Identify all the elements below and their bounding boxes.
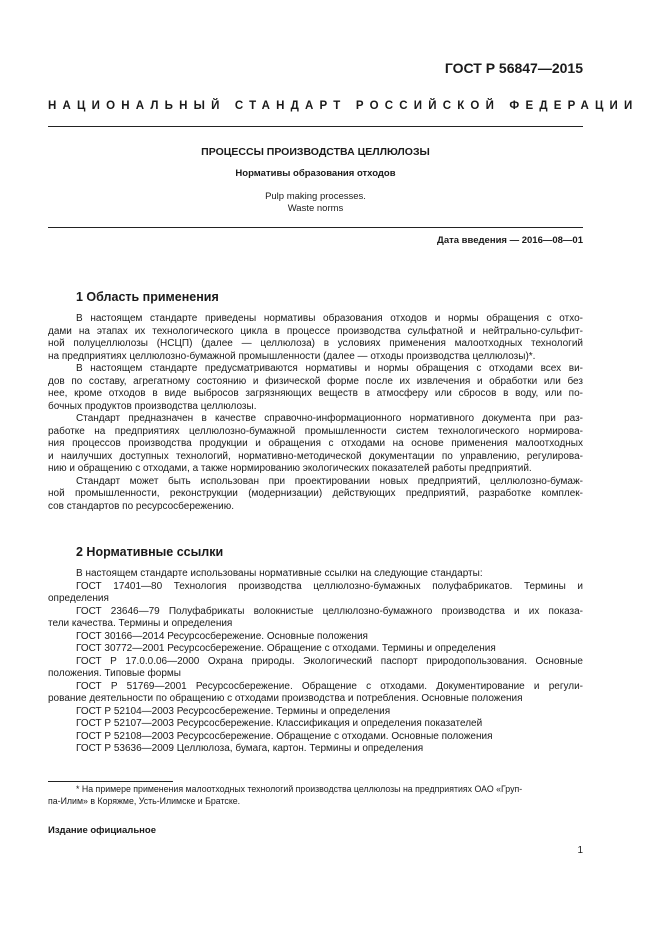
doc-number: ГОСТ Р 56847—2015 [444,60,583,76]
reference-line: ГОСТ 30772—2001 Ресурсосбережение. Обращение с отходами. Термины и определения [76,643,496,654]
reference-line: ГОСТ 17401—80 Технология производства целлюлозно-бумажных полуфабрикатов. Термины и [76,580,583,592]
body-line: бочных продуктов производства целлюлозы. [48,400,257,412]
body-line: Стандарт предназначен в качестве справочно-информационного нормативного документа при раз- [76,413,583,424]
reference-line: В настоящем стандарте использованы нормативные ссылки на следующие стандарты: [76,568,483,579]
reference-line: рование деятельности по обращению с отходами производства и потребления. Основные положения [48,693,523,704]
body-line: ния процессов производства продукции и обращения с отходами на основе применения малоотходных [48,438,583,449]
top-rule [48,126,583,127]
title-ru: ПРОЦЕССЫ ПРОИЗВОДСТВА ЦЕЛЛЮЛОЗЫ [201,146,430,158]
body-line: ной полуцеллюлозы (НСЦП) (далее — целлюлоза) в условиях применения малоотходных технологий [48,338,583,349]
date-introduction: Дата введения — 2016—08—01 [437,235,583,246]
reference-line: ГОСТ Р 51769—2001 Ресурсосбережение. Обращение с отходами. Документирование и регули- [76,680,583,692]
footnote [48,784,588,807]
section1-body [48,313,583,513]
body-line: дов по составу, агрегатному состоянию и физической форме после их извлечения и обработки или без [48,375,583,387]
body-line: дами на этапах их технологического цикла в процессе производства сульфатной и нейтрально-сульфит- [48,325,583,337]
reference-line: ГОСТ 23646—79 Полуфабрикаты волокнистые целлюлозно-бумажного производства и их показа- [76,605,583,617]
body-line: сов стандартов по ресурсосбережению. [48,500,235,512]
reference-line: ГОСТ Р 52104—2003 Ресурсосбережение. Термины и определения [76,705,391,717]
subtitle-ru: Нормативы образования отходов [235,168,396,179]
body-line: В настоящем стандарте предусматриваются нормативы и нормы обращения с отходами всех ви- [76,363,583,374]
reference-line: ГОСТ 30166—2014 Ресурсосбережение. Основные положения [76,630,368,642]
section2-heading: 2 Нормативные ссылки [76,545,224,559]
body-line: нию и обращению с отходами, а также нормированию экологических показателей работы предприятий. [48,463,532,474]
body-line: Стандарт может быть использован при проектировании новых предприятий, целлюлозно-бумаж- [76,475,583,487]
title-en-line2: Waste norms [287,203,344,214]
footnote-line: па-Илим» в Коряжме, Усть-Илимске и Братске. [48,795,241,806]
reference-line: ГОСТ Р 52108—2003 Ресурсосбережение. Обращение с отходами. Основные положения [76,730,493,742]
national-standard-caption: НАЦИОНАЛЬНЫЙ СТАНДАРТ РОССИЙСКОЙ ФЕДЕРАЦИИ [48,100,639,112]
page-number: 1 [577,845,583,856]
title-en [48,191,583,215]
body-line: работке на предприятиях целлюлозно-бумажной промышленности систем технологического нормирова- [48,425,583,437]
reference-line: ГОСТ Р 17.0.0.06—2000 Охрана природы. Экологический паспорт природопользования. Основные [76,655,583,667]
body-line: ной промышленности, реконструкции (модернизации) действующих предприятий, разработке комплек- [48,488,583,499]
body-line: В настоящем стандарте приведены нормативы образования отходов и нормы обращения с отхо- [76,313,583,324]
body-line: нее, кроме отходов в виде выбросов загрязняющих веществ в атмосферу или сбросов в воду, или по- [48,388,583,399]
edition-note: Издание официальное [48,825,156,836]
title-en-line1: Pulp making processes. [265,191,366,202]
reference-line: положения. Типовые формы [48,668,181,679]
section2-body [48,568,583,756]
reference-line: определения [48,593,109,604]
body-line: и наилучших доступных технологий, нормативно-методической документации по управлению, регулирова- [48,450,583,462]
body-line: на предприятиях целлюлозно-бумажной промышленности (далее — отходы производства целлюлозы)*. [48,350,536,362]
reference-line: тели качества. Термины и определения [48,618,233,629]
reference-line: ГОСТ Р 52107—2003 Ресурсосбережение. Классификация и определения показателей [76,718,483,729]
section1-heading: 1 Область применения [76,290,219,304]
footnote-rule [48,781,173,782]
title-rule [48,227,583,228]
footnote-line: * На примере применения малоотходных технологий производства целлюлозы на предприятиях ОАО «Груп- [76,784,523,794]
reference-line: ГОСТ Р 53636—2009 Целлюлоза, бумага, картон. Термины и определения [76,743,424,754]
